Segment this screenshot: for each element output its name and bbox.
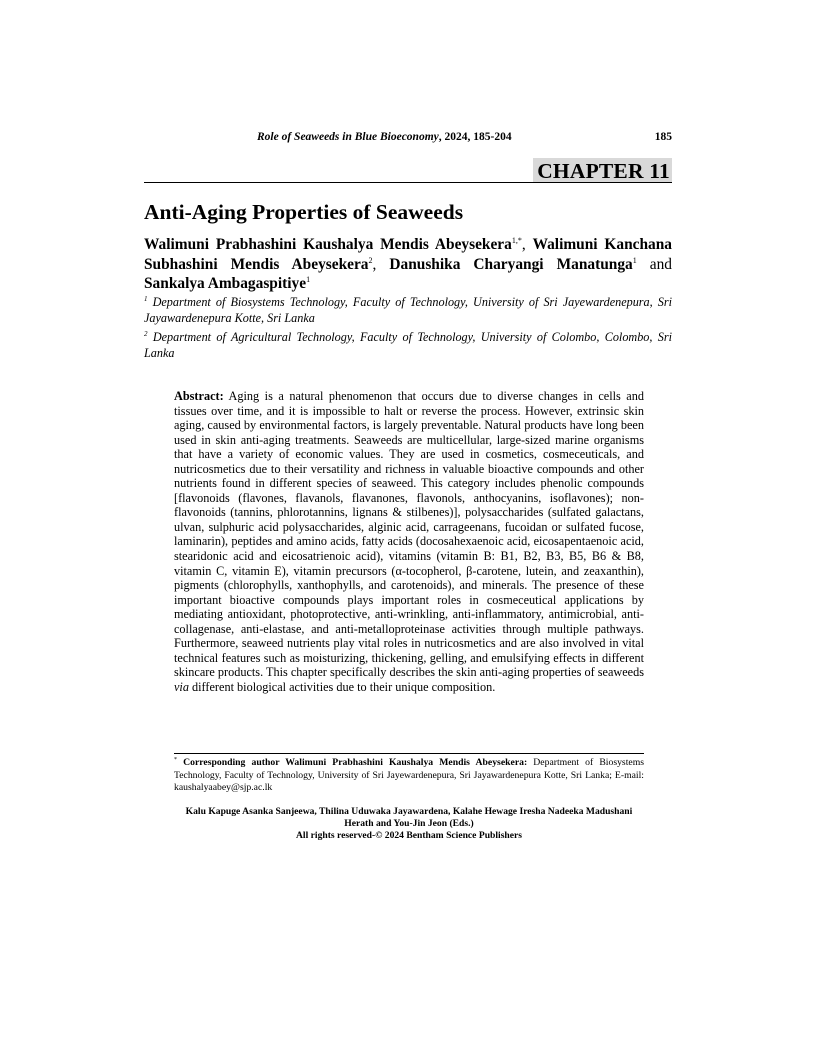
affiliation-number: 2 — [144, 329, 148, 338]
author-name: Danushika Charyangi Manatunga — [389, 255, 633, 273]
author-separator: , — [521, 236, 533, 253]
author-affiliation-mark: 2 — [368, 255, 373, 265]
editors-line: Kalu Kapuge Asanka Sanjeewa, Thilina Uduwaka Jayawardena, Kalahe Hewage Iresha Nadeeka Madushani — [185, 806, 633, 817]
author-name: Walimuni Kanchana Subhashini Mendis Abeysekera — [144, 236, 672, 273]
author-list — [144, 235, 672, 294]
footnote-rule — [174, 753, 644, 754]
author-affiliation-mark: 1 — [306, 275, 311, 285]
chapter-rule — [144, 182, 672, 183]
abstract — [174, 389, 644, 694]
chapter-label: CHAPTER 11 — [533, 158, 672, 183]
abstract-label: Abstract: — [174, 389, 224, 403]
affiliation-number: 1 — [144, 294, 148, 303]
editors-line: Herath and You-Jin Jeon (Eds.) — [344, 818, 474, 830]
footnote-bold: Corresponding author Walimuni Prabhashini Kaushalya Mendis Abeysekera: — [183, 757, 528, 768]
affiliation-text: Department of Biosystems Technology, Faculty of Technology, University of Sri Jayewardenepura, Sri Jayawardenepura Kotte, Sri Lanka — [144, 295, 672, 325]
chapter-title: Anti-Aging Properties of Seaweeds — [144, 200, 464, 224]
page-number: 185 — [654, 131, 672, 143]
author-name: Sankalya Ambagaspitiye — [144, 275, 307, 293]
author-affiliation-mark: 1 — [632, 255, 637, 265]
journal-year-pages: , 2024, 185-204 — [438, 131, 512, 143]
author-affiliation-mark: 1,* — [511, 235, 522, 245]
footnote-marker: * — [174, 756, 177, 763]
abstract-text: Aging is a natural phenomenon that occurs due to diverse changes in cells and tissues over time, and it is impossible to halt or reverse the process. However, extrinsic skin aging, caused by environmental factors, is largely preventable. Natural products have long been used in skin anti-aging treatments. Seaweeds are multicellular, large-sized marine organisms that have a variety of economic values. They are used in cosmetics, cosmeceuticals, and nutricosmetics due to their versatility and richness in valuable bioactive compounds and other nutrients found in different species of seaweed. This category includes phenolic compounds [flavonoids (flavones, flavanols, flavanones, flavonols, anthocyanins, isoflavones); non-flavonoids (tannins, phlorotannins, lignans & stilbenes)], polysaccharides (sulfated galactans, ulvan, sulphuric acid polysaccharides, alginic acid, carrageenans, fucoidan or sulfated fucose, laminarin), peptides and amino acids, fatty acids (docosahexaenoic acid, eicosapentaenoic acid, stearidonic acid and eicosatrienoic acid), vitamins (vitamin B: B1, B2, B3, B5, B6 & B8, vitamin C, vitamin E), vitamin precursors (α-tocopherol, β-carotene, lutein, and zeaxanthin), pigments (chlorophylls, xanthophylls, and carotenoids), and minerals. The presence of these important bioactive compounds plays important roles in cosmeceutical applications by mediating antioxidant, photoprotective, anti-wrinkling, anti-inflammatory, antimicrobial, anti-collagenase, anti-elastase, and anti-metalloproteinase activities through multiple pathways. Furthermore, seaweed nutrients play vital roles in nutricosmetics and are also involved in vital technical features such as moisturizing, thickening, gelling, and emulsifying effects in different skincare products. This chapter specifically describes the skin anti-aging properties of seaweeds — [174, 389, 644, 680]
author-separator: and — [636, 255, 672, 273]
editors-block — [174, 806, 644, 843]
abstract-text-end: different biological activities due to their unique composition. — [188, 679, 496, 694]
author-separator: , — [372, 255, 390, 273]
copyright-line: All rights reserved-© 2024 Bentham Science Publishers — [295, 830, 523, 842]
running-head-title — [257, 131, 512, 143]
affiliation — [144, 295, 672, 326]
journal-title: Role of Seaweeds in Blue Bioeconomy — [257, 131, 439, 143]
corresponding-author-footnote — [174, 757, 644, 795]
affiliation — [144, 330, 672, 361]
footnote-text: Department of Biosystems Technology, Faculty of Technology, University of Sri Jayewardenepura, Sri Jayawardenepura Kotte, Sri Lanka; E-mail: kaushalyaabey@sjp.ac.lk — [174, 757, 645, 794]
abstract-italic-via: via — [174, 679, 189, 694]
author-name: Walimuni Prabhashini Kaushalya Mendis Abeysekera — [144, 236, 512, 253]
affiliation-text: Department of Agricultural Technology, Faculty of Technology, University of Colombo, Colombo, Sri Lanka — [144, 330, 672, 360]
